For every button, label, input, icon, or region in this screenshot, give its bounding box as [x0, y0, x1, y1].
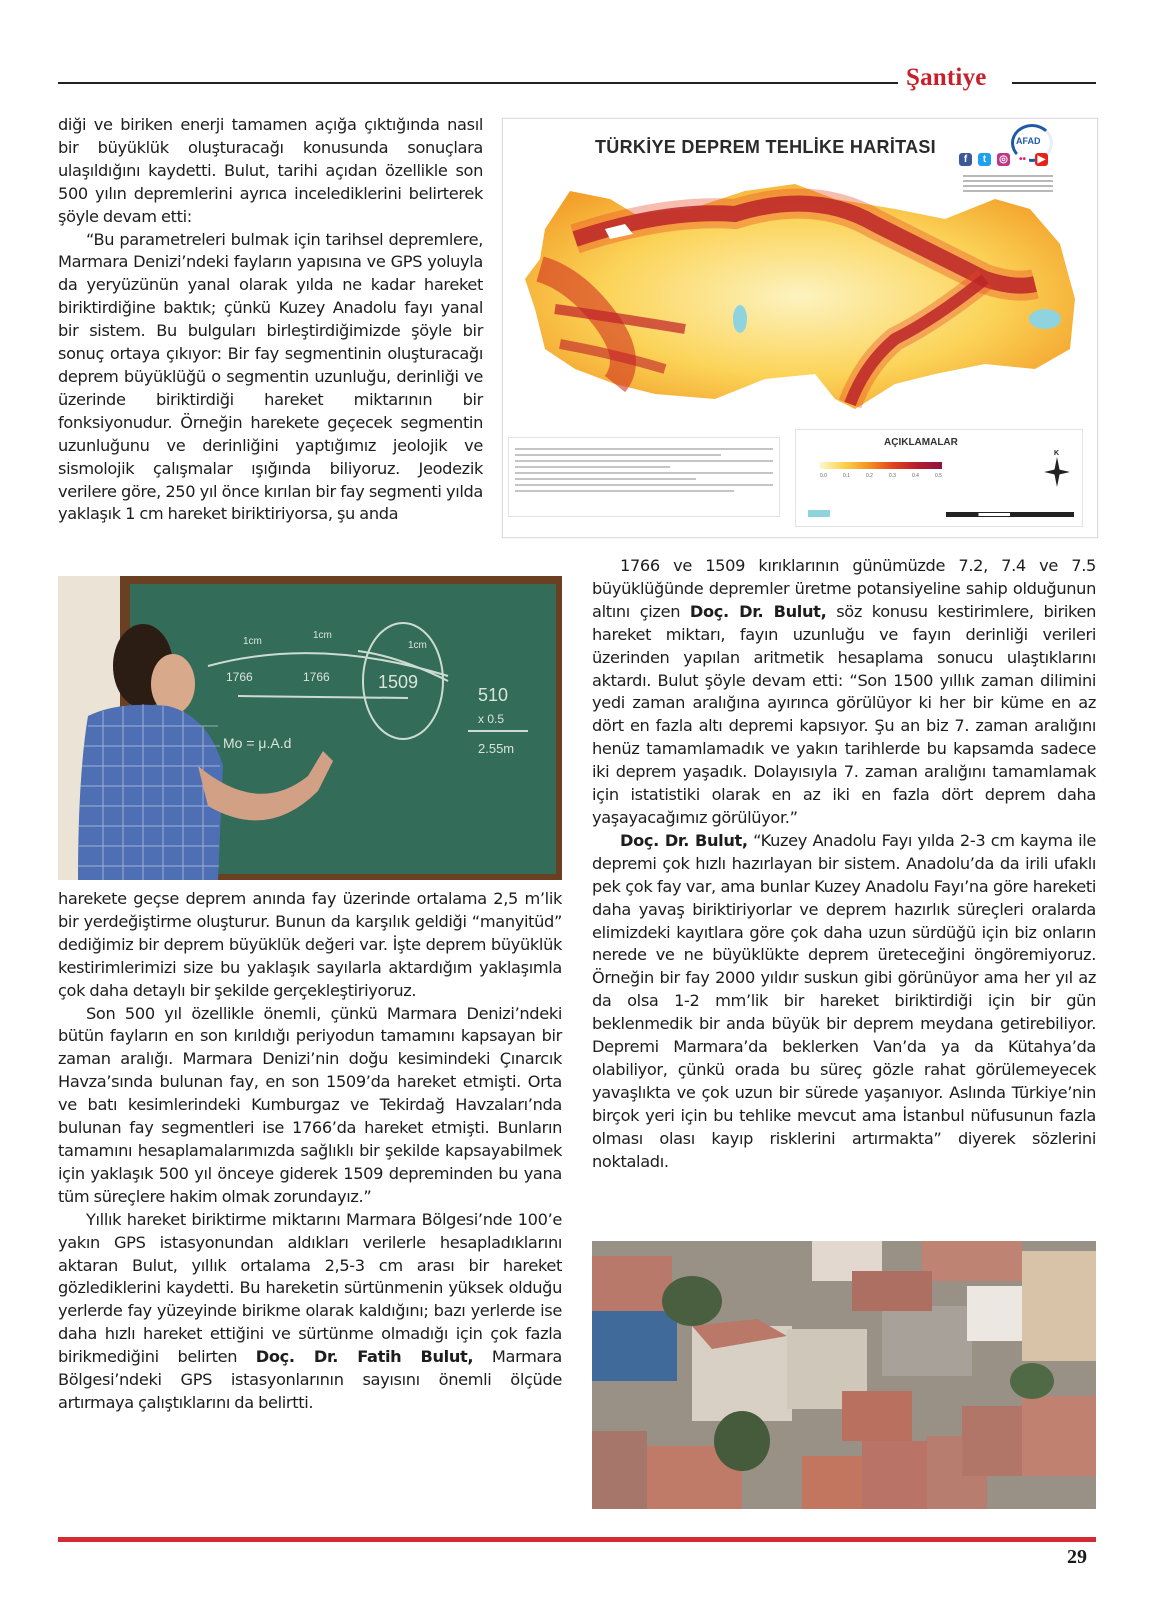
- speaker-name: Doç. Dr. Bulut,: [689, 601, 827, 621]
- page-number: 29: [1067, 1546, 1087, 1568]
- svg-text:1766: 1766: [226, 670, 253, 684]
- map-legend: [795, 429, 1083, 527]
- facebook-icon: f: [959, 153, 972, 166]
- photo-earthquake-damage-aerial: [592, 1241, 1096, 1509]
- svg-text:1cm: 1cm: [408, 640, 427, 651]
- compass-rose-icon: [1042, 448, 1072, 488]
- speaker-name: Doç. Dr. Bulut,: [620, 830, 748, 850]
- svg-text:1766: 1766: [303, 670, 330, 684]
- header-rule-left: [58, 82, 898, 84]
- paragraph: Yıllık hareket biriktirme miktarını Marmara Bölgesi’nde 100’e yakın GPS istasyonundan aldıkları verilerle hesapladıklarını aktaran Bulut, yıllık ortalama 2,5-3 cm arası bir hareket gözlediklerini kaydetti. Bu hareketin sürtünmenin yüksek olduğu yerlerde fay yüzeyinde birikme olarak kaldığını; bazı yerlerde ise daha hızlı hareket ettiğini ve sürtünme olmadığı için çok fazla birikmediğini belirten Doç. Dr. Fatih Bulut, Marmara Bölgesi’ndeki GPS istasyonlarının sayısını önemli ölçüde artırmaya çalıştıklarını da belirtti.: [58, 1209, 562, 1412]
- paragraph: harekete geçse deprem anında fay üzerinde ortalama 2,5 m’lik bir yerdeğiştirme oluşturur. Bunun da karşılık geldiği “manyitüd” dediğimiz bir deprem büyüklük değeri var. İşte deprem büyüklük kestirimlerimizi size bu yaklaşık sayılarla aktardığım yaklaşımla çok daha detaylı bir şekilde gerçekleştiriyoruz.: [58, 889, 562, 1000]
- speaker-name: Doç. Dr. Fatih Bulut,: [255, 1347, 474, 1367]
- water-legend-swatch: [808, 510, 830, 517]
- svg-text:2.55m: 2.55m: [478, 741, 515, 756]
- svg-text:x 0.5: x 0.5: [478, 712, 505, 726]
- footer-rule: [58, 1537, 1096, 1542]
- social-icons: [959, 153, 1048, 166]
- blackboard-photo-icon: [58, 576, 562, 880]
- section-title: Şantiye: [906, 64, 987, 91]
- paragraph: Son 500 yıl özellikle önemli, çünkü Marmara Denizi’ndeki bütün fayların en son kırıldığı periyodun tamamını kapsayan bir zaman aralığı. Marmara Denizi’nin doğu kesimindeki Çınarcık Havza’sında bulunan fay, en son 1509’da hareket etmişti. Orta ve batı kesimlerindeki Kumburgaz ve Tekirdağ Havzaları’nda bulunan fay segmentleri ise 1766’da hareket etmişti. Bunların tamamını hesaplamalarımızda sağlıklı bir şekilde kapsayabilmek için yaklaşık 500 yıl önceye giderek 1509 depreminden bu yana tüm süreçlere hakim olmak zorundayız.”: [58, 1003, 562, 1206]
- legend-color-scale: [820, 462, 942, 469]
- header-rule-right: [1012, 82, 1096, 84]
- svg-text:K: K: [1054, 450, 1060, 457]
- scale-bar: [946, 512, 1074, 517]
- afad-logo-text: AFAD: [1016, 136, 1041, 146]
- legend-title: AÇIKLAMALAR: [884, 437, 958, 448]
- youtube-icon: ▶: [1035, 153, 1048, 166]
- svg-text:1cm: 1cm: [243, 636, 262, 647]
- instagram-icon: ◎: [997, 153, 1010, 166]
- article-column-2: [592, 555, 1096, 1173]
- article-column-1-top: [58, 114, 483, 526]
- photo-professor-at-blackboard: [58, 576, 562, 880]
- paragraph: diği ve biriken enerji tamamen açığa çıktığında nasıl bir büyüklük oluşturacağı konusunda sonuçlara ulaşıldığını kaydetti. Bulut, tarihi açıdan özellikle son 500 yılın depremlerini ayrıca incelediklerini belirterek şöyle devam etti:: [58, 115, 483, 226]
- collapsed-buildings-photo-icon: [592, 1241, 1096, 1509]
- svg-text:1cm: 1cm: [313, 630, 332, 641]
- twitter-icon: t: [978, 153, 991, 166]
- paragraph: “Bu parametreleri bulmak için tarihsel depremlere, Marmara Denizi’ndeki fayların yapısına ve GPS yoluyla da yeryüzünün yanal olarak yılda ne kadar hareket biriktirdiğine baktık; çünkü Kuzey Anadolu fayı yanal bir sistem. Bu bulguları birleştirdiğimizde şöyle bir sonuç ortaya çıkıyor: Bir fay segmentinin oluşturacağı deprem büyüklüğü o segmentin uzunluğu, derinliği ve üzerinde biriktirdiği hareket miktarının bir fonksiyonudur. Örneğin harekete geçecek segmentin uzunluğunu ve derinliğini yaptığımız jeolojik ve sismolojik çalışmalar ışığında biliyoruz. Jeodezik verilere göre, 250 yıl önce kırılan bir fay segmenti yılda yaklaşık 1 cm hareket biriktiriyorsa, şu anda: [58, 229, 483, 524]
- paragraph: 1766 ve 1509 kırıklarının günümüzde 7.2, 7.4 ve 7.5 büyüklüğünde depremler üretme potansiyeline sahip olduğunun altını çizen Doç. Dr. Bulut, söz konusu kestirimlere, biriken hareket miktarı, fayın uzunluğu ve fayın derinliği verileri üzerinden yapılan aritmetik hesaplama sonucu ulaştıklarını aktardı. Bulut şöyle devam etti: “Son 1500 yıllık zaman dilimini yedi zaman aralığına ayırınca görülüyor ki her bir küme en az dört en fazla altı depremi kapsıyor. Şu an biz 7. zaman aralığını henüz tamamlamadık ve yakın tarihlerde bu kapsamda sadece iki deprem yaşadık. Dolayısıyla 7. zaman aralığını tamamlamak için istatistiki olarak en az iki en fazla dört deprem daha yaşayacağımız görülüyor.”: [592, 556, 1096, 827]
- svg-text:Mo = μ.A.d: Mo = μ.A.d: [223, 735, 292, 751]
- article-column-1-bottom: [58, 888, 562, 1415]
- svg-text:510: 510: [478, 685, 509, 705]
- paragraph: Doç. Dr. Bulut, “Kuzey Anadolu Fayı yılda 2-3 cm kayma ile depremi çok hızlı hazırlayan bir sistem. Anadolu’da da irili ufaklı pek çok fay var, ama bunlar Kuzey Anadolu Fayı’na göre hareketi daha yavaş biriktiriyorlar ve deprem hazırlık süreçleri oralarda elimizdeki kayıtlara göre çok daha uzun sürdüğü için biz onların nerede ve ne büyüklükte deprem üreteceğini öngöremiyoruz. Örneğin bir fay 2000 yıldır suskun gibi görünüyor ama her yıl az da olsa 1-2 mm’lik bir hareket biriktirdiği için bir gün beklenmedik bir anda büyük bir deprem meydana getirebiliyor. Depremi Marmara’da beklerken Van’da ya da Kütahya’da olabiliyor, çünkü orada bu süreç gözle rahat görülemeyecek yavaşlıkta ve çok uzun bir sürede yaşanıyor. Aslında Türkiye’nin birçok yeri için bu tehlike mevcut ama İstanbul nüfusunun fazla olması olası kayıp risklerini artırmakta” diyerek sözlerini noktaladı.: [592, 830, 1096, 1171]
- map-notes: [508, 437, 780, 517]
- legend-ticks: 0.0 0.1 0.2 0.3 0.4 0.5: [820, 473, 942, 479]
- turkey-map-icon: [515, 169, 1085, 429]
- flickr-icon: ••: [1016, 153, 1029, 166]
- earthquake-hazard-map: [502, 118, 1098, 538]
- map-title: TÜRKİYE DEPREM TEHLİKE HARİTASI: [595, 137, 936, 157]
- svg-text:1509: 1509: [378, 672, 419, 692]
